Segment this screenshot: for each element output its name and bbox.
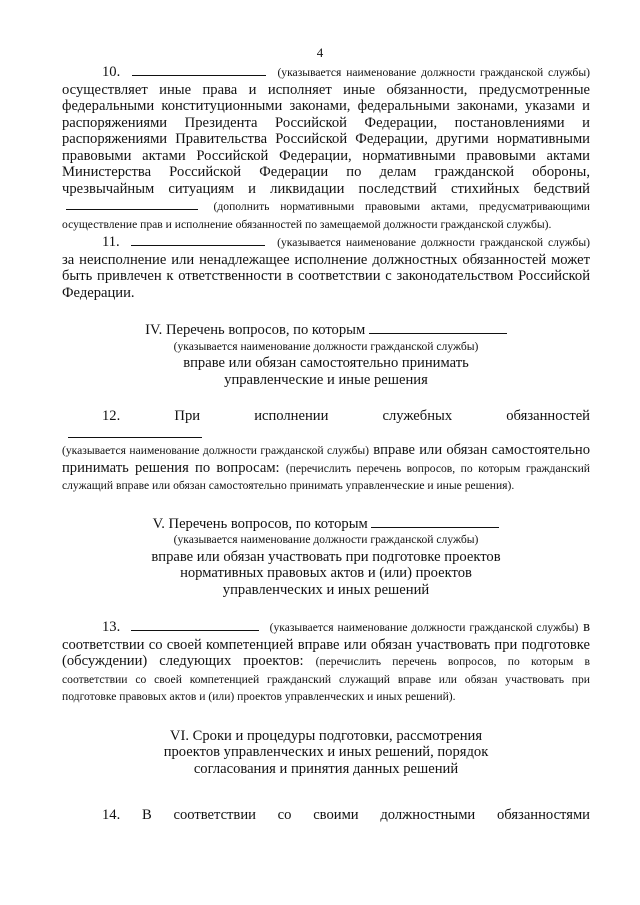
- position-hint: (указывается наименование должности гражданской службы): [277, 66, 590, 79]
- section-vi-heading: [62, 728, 590, 778]
- heading-line: вправе или обязан самостоятельно принимать: [183, 355, 469, 371]
- paragraph-11: [62, 233, 590, 301]
- paragraph-13: [62, 618, 590, 706]
- page-number: 4: [316, 45, 324, 60]
- paragraph-text: В соответствии со своими должностными обязанностями: [142, 807, 590, 823]
- paragraph-note: (дополнить нормативными правовыми актами, предусматривающими осуществление прав и исполнение обязанностей по замещаемой должности гражданской службы).: [62, 200, 590, 231]
- position-hint: (указывается наименование должности гражданской службы): [269, 621, 579, 634]
- paragraph-number: 13.: [102, 619, 121, 635]
- heading-line: согласования и принятия данных решений: [193, 760, 459, 777]
- document-body: [62, 63, 590, 824]
- paragraph-number: 12.: [102, 408, 121, 424]
- heading-line: нормативных правовых актов и (или) проектов: [180, 565, 472, 581]
- paragraph-12: [62, 408, 590, 442]
- paragraph-note: (перечислить перечень вопросов, по которым гражданский служащий вправе или обязан самостоятельно принимать управленческие и иные решения).: [62, 461, 590, 492]
- paragraph-lead: При исполнении служебных обязанностей: [174, 408, 590, 424]
- paragraph-12-cont: [62, 442, 590, 495]
- position-hint: (указывается наименование должности гражданской службы): [277, 236, 590, 249]
- heading-line: V. Перечень вопросов, по которым: [152, 515, 368, 532]
- heading-line: IV. Перечень вопросов, по которым: [145, 322, 366, 338]
- paragraph-14: [62, 807, 590, 824]
- heading-line: вправе или обязан участвовать при подготовке проектов: [151, 548, 501, 565]
- paragraph-note: (перечислить перечень вопросов, по которым в соответствии со своей компетенцией гражданский служащий вправе или обязан участвовать при подготовке правовых актов и (или) проектов управленческих и иных решений).: [62, 655, 590, 703]
- paragraph-10: [62, 63, 590, 233]
- acts-blank: [66, 197, 198, 210]
- position-hint: (указывается наименование должности гражданской службы): [173, 339, 479, 353]
- heading-line: проектов управленческих и иных решений, порядок: [163, 744, 489, 760]
- position-blank: [131, 233, 265, 246]
- heading-line: управленческие и иные решения: [224, 371, 428, 388]
- paragraph-text: вправе или обязан самостоятельно принимать решения по вопросам:: [62, 442, 590, 476]
- heading-line: управленческих и иных решений: [222, 581, 430, 598]
- position-hint: (указывается наименование должности гражданской службы): [62, 444, 370, 457]
- position-blank: [68, 425, 202, 438]
- position-blank: [132, 63, 266, 76]
- section-v-heading: [62, 515, 590, 599]
- paragraph-text: осуществляет иные права и исполняет иные обязанности, предусмотренные федеральными конституционными законами, федеральными законами, указами и распоряжениями Президента Российской Федерации, постановлениями и распоряжениями Правительства Российской Федерации, другими нормативными правовыми актами Российской Федерации, нормативными правовыми актами Министерства Российской Федерации по делам гражданской обороны, чрезвычайным ситуациям и ликвидации последствий стихийных бедствий: [62, 81, 590, 197]
- position-hint: (указывается наименование должности гражданской службы): [173, 533, 479, 546]
- paragraph-number: 10.: [102, 64, 121, 80]
- position-blank: [131, 618, 259, 631]
- position-blank: [371, 515, 499, 528]
- heading-line: VI. Сроки и процедуры подготовки, рассмотрения: [169, 727, 483, 744]
- paragraph-number: 11.: [102, 234, 120, 250]
- paragraph-text: за неисполнение или ненадлежащее исполнение должностных обязанностей может быть привлечен к ответственности в соответствии с законодательством Российской Федерации.: [62, 251, 590, 301]
- paragraph-text: в соответствии со своей компетенцией вправе или обязан участвовать при подготовке (обсуждении) следующих проектов:: [62, 619, 590, 669]
- paragraph-number: 14.: [102, 807, 121, 823]
- section-iv-heading: [62, 321, 590, 388]
- position-blank: [369, 321, 507, 334]
